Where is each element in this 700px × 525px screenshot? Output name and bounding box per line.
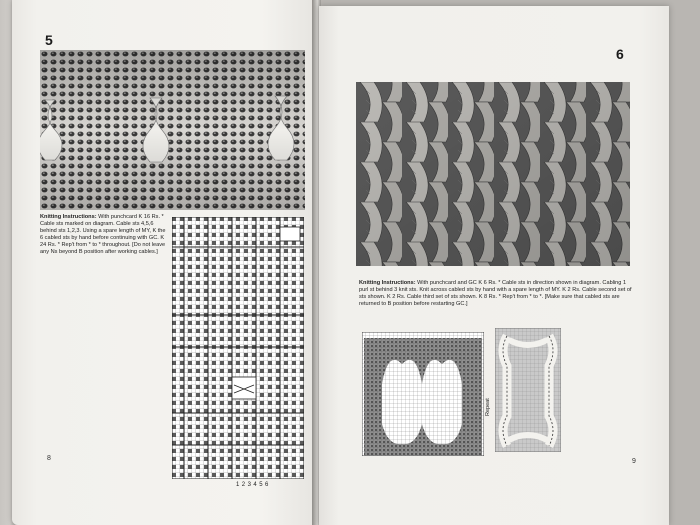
chart-grid-right (362, 332, 484, 456)
knitting-instructions-left (40, 214, 168, 256)
folio-left: 8 (47, 455, 51, 462)
page-number-right: 6 (616, 46, 624, 62)
cable-texture-image (356, 82, 630, 266)
punchcard-chart-left (172, 217, 304, 479)
knitting-instructions-right (359, 280, 634, 308)
knit-texture-image (40, 50, 305, 210)
chart-grid-left (172, 217, 304, 479)
right-page (319, 6, 669, 525)
instructions-body-right: With punchcard and GC K 6 Rs. * Cable sts in direction shown in diagram. Cabling 1 purl st behind 3 knit sts. Knit across cabled sts by hand with a spare length of MY. K 2 Rs. Cable second set of sts shown. K 2 Rs. Cable third set of sts shown. K 8 Rs. * Rep't from * to *. [Make sure that cabled sts are returned to B position before restarting GC.] (359, 280, 632, 307)
page-number-left: 5 (45, 32, 53, 48)
punchcard-chart-right (362, 332, 484, 456)
cable-diagram-grid (495, 328, 561, 452)
cable-diagram-right (495, 328, 561, 452)
instructions-heading-left: Knitting Instructions: (40, 214, 97, 220)
instructions-heading-right: Knitting Instructions: (359, 280, 416, 286)
left-page (12, 0, 314, 525)
knit-swatch-photo-left (40, 50, 305, 210)
repeat-label: Repeat (485, 398, 491, 416)
folio-right: 9 (632, 458, 636, 465)
knit-swatch-photo-right (356, 82, 630, 266)
stitch-numbers: 1 2 3 4 5 6 (236, 482, 269, 488)
instructions-body-left: With punchcard K 16 Rs. * Cable sts marked on diagram. Cable sts 4,5,6 behind sts 1,2,3. Using a spare length of MY, K the 6 cabled sts by hand before continuing with GC. K 24 Rs. * Rep't from * to * throughout. [Do not leave any Ns beyond B position after working cables.] (40, 214, 166, 255)
